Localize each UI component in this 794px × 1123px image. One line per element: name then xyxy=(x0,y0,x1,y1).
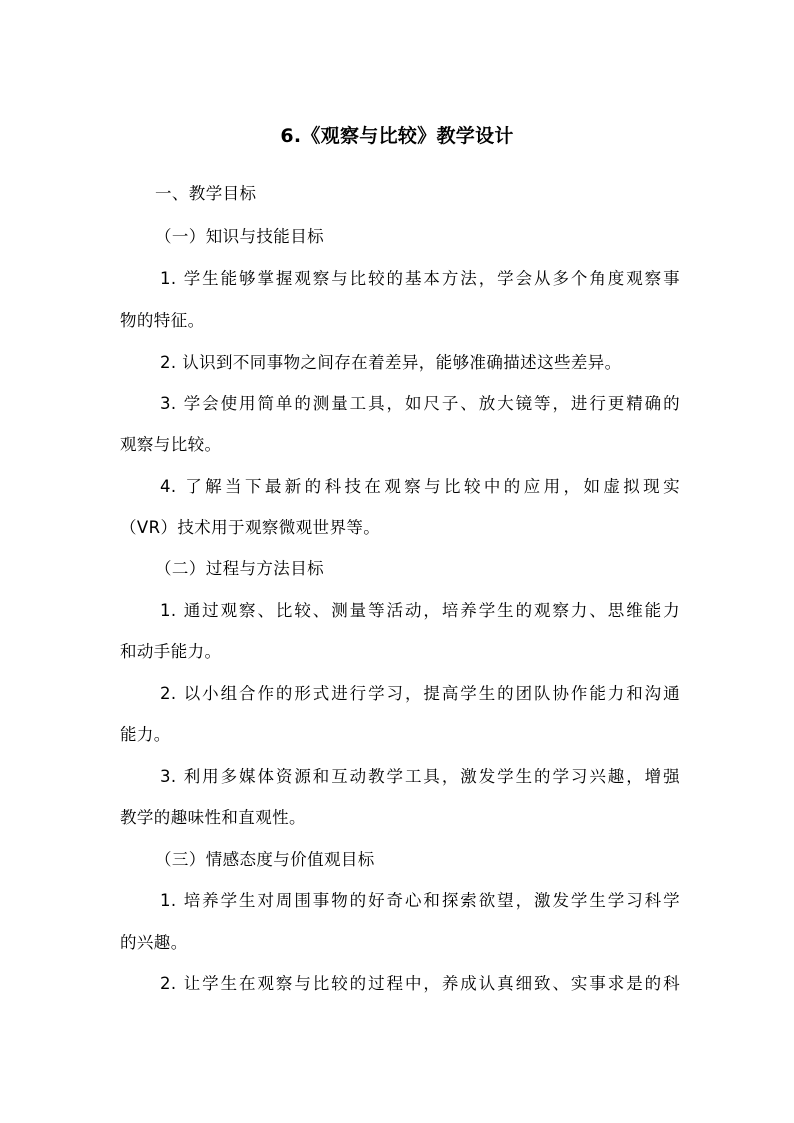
paragraph-line: （VR）技术用于观察微观世界等。 xyxy=(120,518,381,537)
paragraph-line: 2. 以小组合作的形式进行学习，提高学生的团队协作能力和沟通 xyxy=(160,684,680,703)
paragraph-line: 的兴趣。 xyxy=(120,933,188,952)
document-title: 6.《观察与比较》教学设计 xyxy=(280,125,514,147)
paragraph-line: 1. 通过观察、比较、测量等活动，培养学生的观察力、思维能力 xyxy=(160,601,680,620)
section-heading-teaching-goals: 一、教学目标 xyxy=(155,184,257,203)
paragraph-line: 教学的趣味性和直观性。 xyxy=(120,808,306,827)
subsection-heading-process-methods: （二）过程与方法目标 xyxy=(155,559,324,578)
paragraph-line: 能力。 xyxy=(120,725,171,744)
paragraph-line: 观察与比较。 xyxy=(120,435,222,454)
paragraph-line: 4. 了解当下最新的科技在观察与比较中的应用，如虚拟现实 xyxy=(160,477,680,496)
paragraph-line: 3. 学会使用简单的测量工具，如尺子、放大镜等，进行更精确的 xyxy=(160,394,680,413)
paragraph-line: 和动手能力。 xyxy=(120,642,222,661)
subsection-heading-knowledge-skills: （一）知识与技能目标 xyxy=(155,227,324,246)
paragraph-line: 1. 培养学生对周围事物的好奇心和探索欲望，激发学生学习科学 xyxy=(160,891,680,910)
paragraph-line: 1. 学生能够掌握观察与比较的基本方法，学会从多个角度观察事 xyxy=(160,269,680,288)
paragraph-line: 3. 利用多媒体资源和互动教学工具，激发学生的学习兴趣，增强 xyxy=(160,767,680,786)
paragraph-line: 物的特征。 xyxy=(120,311,205,330)
paragraph-line: 2. 让学生在观察与比较的过程中，养成认真细致、实事求是的科 xyxy=(160,974,680,993)
subsection-heading-emotion-values: （三）情感态度与价值观目标 xyxy=(155,850,375,869)
paragraph-line: 2. 认识到不同事物之间存在着差异，能够准确描述这些差异。 xyxy=(160,353,622,372)
